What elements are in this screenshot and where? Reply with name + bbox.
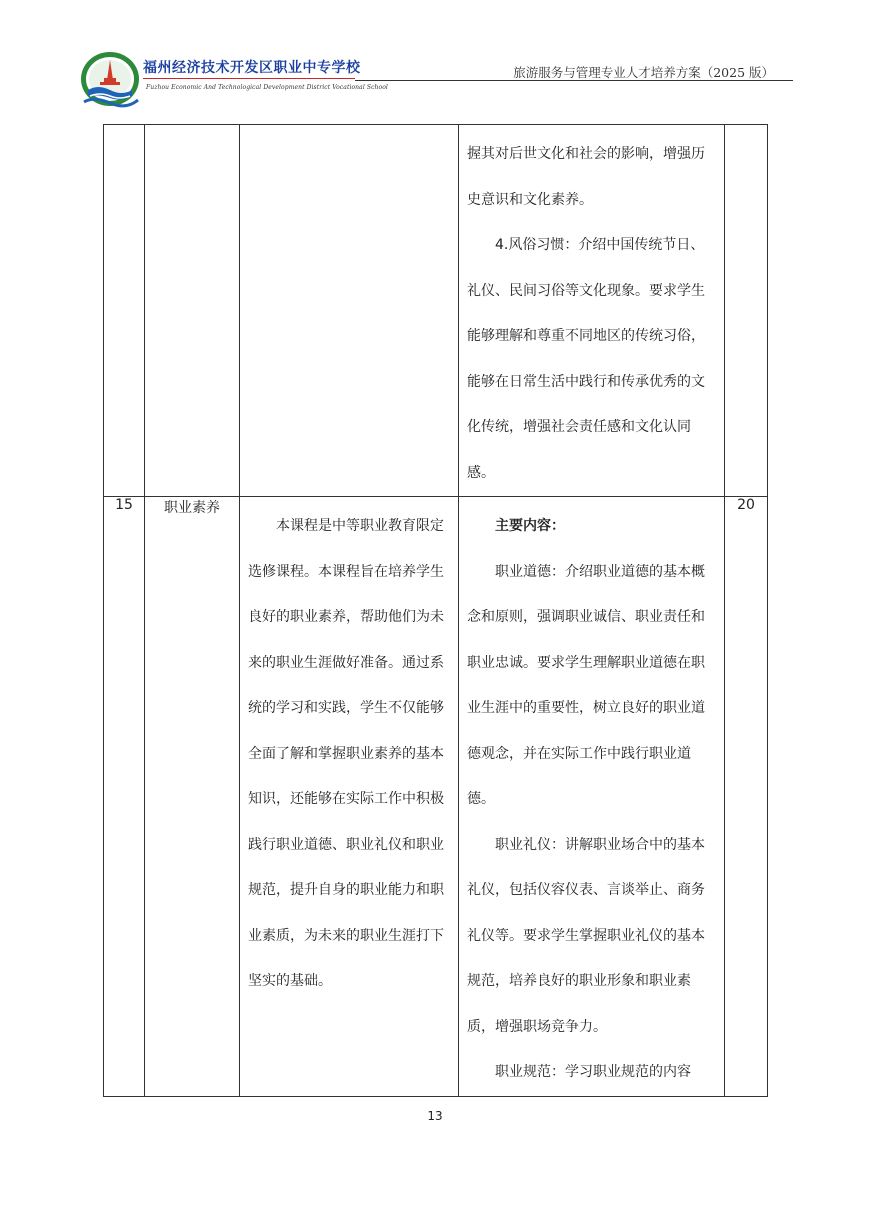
- course-name-cell: 职业素养: [145, 497, 240, 1097]
- content-paragraph: 职业道德：介绍职业道德的基本概念和原则，强调职业诚信、职业责任和职业忠诚。要求学生理解职业道德在职业生涯中的重要性，树立良好的职业道德观念，并在实际工作中践行职业道德。: [467, 563, 705, 807]
- goal-paragraph: 本课程是中等职业教育限定选修课程。本课程旨在培养学生良好的职业素养，帮助他们为未来的职业生涯做好准备。通过系统的学习和实践，学生不仅能够全面了解和掌握职业素养的基本知识，还能够在实际工作中积极践行职业道德、职业礼仪和职业规范，提升自身的职业能力和职业素质，为未来的职业生涯打下坚实的基础。: [248, 518, 444, 989]
- content-paragraph: 4.风俗习惯：介绍中国传统节日、礼仪、民间习俗等文化现象。要求学生能够理解和尊重不同地区的传统习俗，能够在日常生活中践行和传承优秀的文化传统，增强社会责任感和文化认同感。: [467, 237, 705, 481]
- course-goal-cell: [240, 125, 459, 497]
- header-accent-rule: [143, 78, 355, 79]
- content-paragraphs: [459, 497, 724, 1096]
- school-emblem-icon: [80, 50, 140, 108]
- school-name-en: Fuzhou Economic And Technological Development District Vocational School: [146, 84, 388, 91]
- hours-cell: [725, 125, 768, 497]
- table-row: [104, 497, 768, 1097]
- course-name-cell: [145, 125, 240, 497]
- content-paragraphs: [459, 125, 724, 496]
- curriculum-table: [103, 124, 768, 1097]
- course-goal-cell: [240, 497, 459, 1097]
- hours-cell: 20: [725, 497, 768, 1097]
- content-paragraph: 职业规范：学习职业规范的内容: [495, 1064, 691, 1080]
- content-paragraph: 握其对后世文化和社会的影响，增强历史意识和文化素养。: [467, 146, 705, 208]
- course-content-cell: [459, 125, 725, 497]
- page-header: [0, 0, 870, 110]
- content-paragraph: 职业礼仪：讲解职业场合中的基本礼仪，包括仪容仪表、言谈举止、商务礼仪等。要求学生掌握职业礼仪的基本规范，培养良好的职业形象和职业素质，增强职场竞争力。: [467, 836, 705, 1035]
- school-name-cn: 福州经济技术开发区职业中专学校: [143, 60, 361, 76]
- document-title: 旅游服务与管理专业人才培养方案（2025 版）: [513, 65, 774, 80]
- page-number: 13: [427, 1109, 443, 1123]
- row-number-cell: [104, 125, 145, 497]
- course-content-cell: [459, 497, 725, 1097]
- table-row: [104, 125, 768, 497]
- goal-paragraphs: [240, 497, 458, 1005]
- row-number-cell: 15: [104, 497, 145, 1097]
- content-heading: 主要内容：: [495, 518, 565, 534]
